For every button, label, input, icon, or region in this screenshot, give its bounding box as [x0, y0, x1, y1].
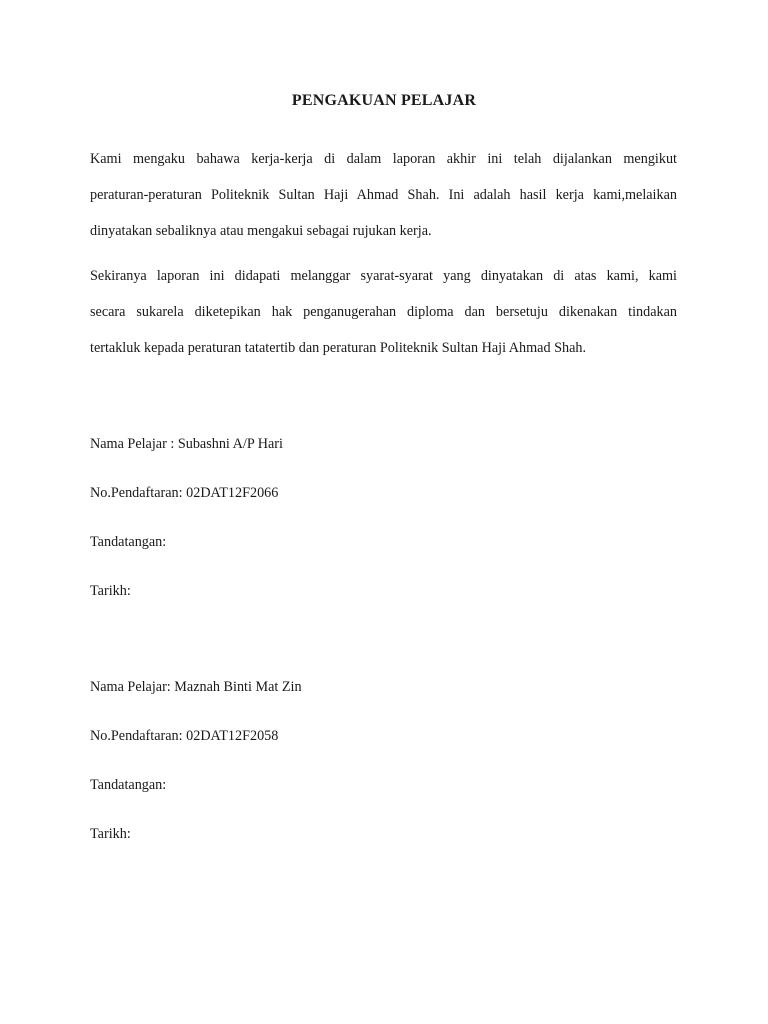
- paragraph-line: tertakluk kepada peraturan tatatertib dan peraturan Politeknik Sultan Haji Ahmad Shah.: [90, 340, 587, 356]
- document-title: PENGAKUAN PELAJAR: [291, 92, 477, 109]
- student-1-date: Tarikh:: [90, 583, 131, 599]
- student-1-signature: Tandatangan:: [90, 534, 167, 550]
- paragraph-line: Sekiranya laporan ini didapati melanggar syarat-syarat yang dinyatakan di atas kami, kami: [90, 268, 677, 284]
- student-1-name: Nama Pelajar : Subashni A/P Hari: [90, 436, 283, 452]
- student-2-signature: Tandatangan:: [90, 777, 167, 793]
- paragraph-line: dinyatakan sebaliknya atau mengakui sebagai rujukan kerja.: [90, 223, 432, 239]
- declaration-paragraph-2: [90, 258, 677, 366]
- student-2-date: Tarikh:: [90, 826, 131, 842]
- student-2-name: Nama Pelajar: Maznah Binti Mat Zin: [90, 679, 302, 695]
- student-1-registration: No.Pendaftaran: 02DAT12F2066: [90, 485, 279, 501]
- declaration-paragraph-1: [90, 141, 677, 249]
- paragraph-line: peraturan-peraturan Politeknik Sultan Haji Ahmad Shah. Ini adalah hasil kerja kami,melaikan: [90, 187, 677, 203]
- student-2-registration: No.Pendaftaran: 02DAT12F2058: [90, 728, 279, 744]
- paragraph-line: secara sukarela diketepikan hak penganugerahan diploma dan bersetuju dikenakan tindakan: [90, 304, 677, 320]
- paragraph-line: Kami mengaku bahawa kerja-kerja di dalam laporan akhir ini telah dijalankan mengikut: [90, 151, 677, 167]
